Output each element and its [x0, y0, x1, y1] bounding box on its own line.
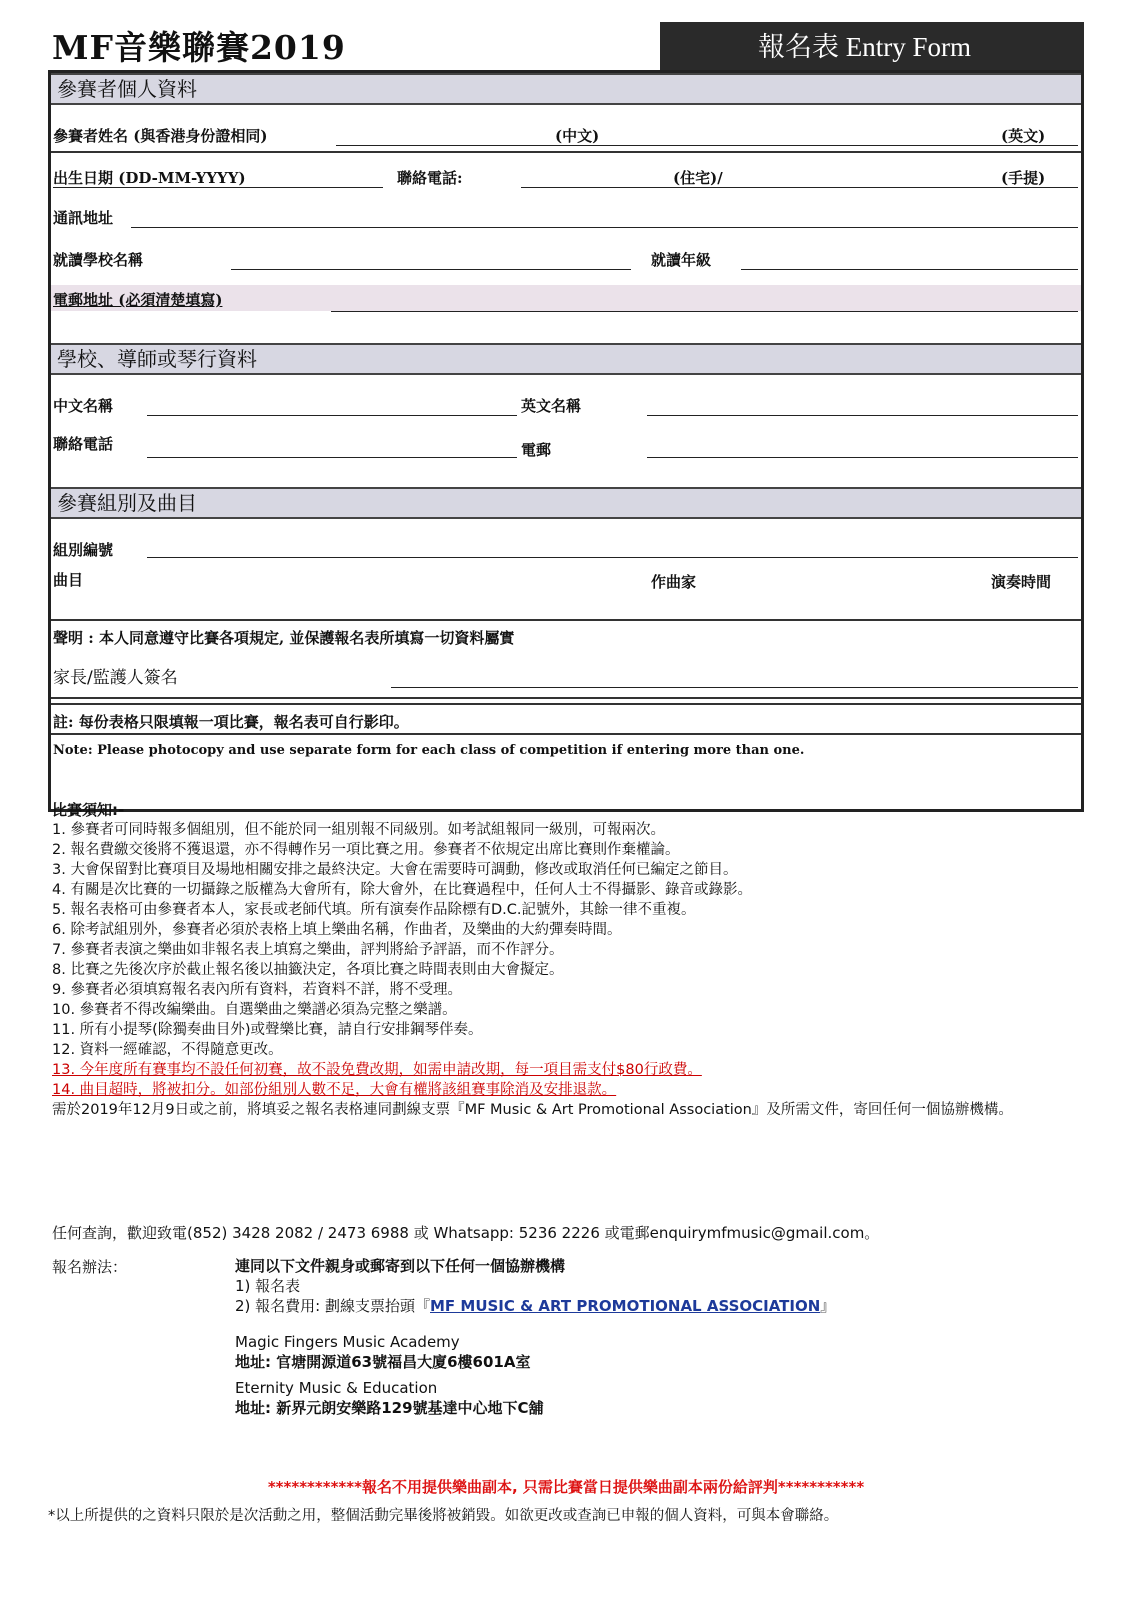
phone-label: 聯絡電話: — [397, 169, 463, 187]
rule-item: 11. 所有小提琴(除獨奏曲目外)或聲樂比賽，請自行安排鋼琴伴奏。 — [52, 1022, 483, 1038]
piece-label: 曲目 — [53, 571, 84, 589]
rule-item-important: 14. 曲目超時，將被扣分。如部份組別人數不足，大會有權將該組賽事除消及安排退款。 — [52, 1082, 617, 1098]
org1-name: Magic Fingers Music Academy — [235, 1333, 460, 1351]
item2-prefix: 2) 報名費用: 劃線支票抬頭『 — [235, 1297, 430, 1315]
org1-address: 地址: 官塘開源道63號福昌大廈6樓601A室 — [235, 1353, 531, 1371]
school-email-label: 電郵 — [521, 441, 552, 459]
section-participant-heading: 參賽者個人資料 — [51, 73, 1081, 105]
item2-suffix: 』 — [820, 1297, 836, 1315]
method-item — [235, 1296, 835, 1316]
school-label: 就讀學校名稱 — [53, 251, 144, 269]
school-phone-label: 聯絡電話 — [53, 435, 114, 453]
school-cn-name-field[interactable] — [147, 415, 517, 416]
section-class-heading: 參賽組別及曲目 — [51, 487, 1081, 519]
phone-mobile-label: (手提) — [1001, 169, 1046, 187]
rules-block — [52, 800, 1092, 1120]
rule-item: 2. 報名費繳交後將不獲退還，亦不得轉作另一項比賽之用。參賽者不依規定出席比賽則作棄權論。 — [52, 842, 680, 858]
name-field[interactable] — [336, 145, 1078, 146]
name-en-label: (英文) — [1001, 127, 1046, 145]
rule-item-important: 13. 今年度所有賽事均不設任何初賽，故不設免費改期，如需申請改期，每一項目需支付$80行政費。 — [52, 1062, 702, 1078]
email-field[interactable] — [331, 311, 1078, 312]
address-label: 通訊地址 — [53, 209, 114, 227]
composer-label: 作曲家 — [651, 573, 697, 591]
divider — [51, 703, 1081, 705]
rule-item: 1. 參賽者可同時報多個組別，但不能於同一組別報不同級別。如考試組報同一級別，可報兩次。 — [52, 822, 665, 838]
rules-heading: 比賽須知:- — [52, 801, 125, 819]
dob-field[interactable] — [53, 187, 383, 188]
deadline-text: 需於2019年12月9日或之前，將填妥之報名表格連同劃線支票『MF Music & Art Promotional Association』及所需文件，寄回任何一個協辦機構。 — [52, 1102, 1013, 1118]
divider — [51, 733, 1081, 735]
privacy-note: *以上所提供的之資料只限於是次活動之用，整個活動完畢後將被銷毀。如欲更改或查詢已申報的個人資料，可與本會聯絡。 — [48, 1508, 839, 1524]
divider — [51, 619, 1081, 621]
declaration-text: 聲明 : 本人同意遵守比賽各項規定, 並保護報名表所填寫一切資料屬實 — [53, 629, 515, 647]
grade-field[interactable] — [741, 269, 1078, 270]
grade-label: 就讀年級 — [651, 251, 712, 269]
section-school-heading: 學校、導師或琴行資料 — [51, 343, 1081, 375]
method-heading: 連同以下文件親身或郵寄到以下任何一個協辦機構 — [235, 1257, 566, 1275]
school-email-field[interactable] — [647, 457, 1078, 458]
rule-item: 8. 比賽之先後次序於截止報名後以抽籤決定，各項比賽之時間表則由大會擬定。 — [52, 962, 564, 978]
class-no-field[interactable] — [147, 557, 1078, 558]
rule-item: 3. 大會保留對比賽項目及場地相關安排之最終決定。大會在需要時可調動，修改或取消任何已編定之節目。 — [52, 862, 738, 878]
phone-field[interactable] — [521, 187, 1078, 188]
copy-note: ************報名不用提供樂曲副本, 只需比賽當日提供樂曲副本兩份給評判*********** — [267, 1478, 865, 1496]
method-label: 報名辦法： — [52, 1258, 128, 1276]
note-en: Note: Please photocopy and use separate form for each class of competition if entering more than one. — [53, 743, 805, 758]
school-cn-name-label: 中文名稱 — [53, 397, 114, 415]
signature-label: 家長/監護人簽名 — [53, 668, 178, 688]
form-title: 報名表 Entry Form — [660, 22, 1084, 72]
divider — [51, 697, 1081, 699]
rule-item: 5. 報名表格可由參賽者本人，家長或老師代填。所有演奏作品除標有D.C.記號外，其餘一律不重複。 — [52, 902, 696, 918]
school-en-name-field[interactable] — [647, 415, 1078, 416]
rule-item: 9. 參賽者必須填寫報名表內所有資料，若資料不詳，將不受理。 — [52, 982, 462, 998]
dob-label: 出生日期 (DD-MM-YYYY) — [53, 169, 246, 187]
note-cn: 註: 每份表格只限填報一項比賽，報名表可自行影印。 — [53, 713, 409, 731]
org2-address: 地址: 新界元朗安樂路129號基達中心地下C舖 — [235, 1399, 544, 1417]
rule-item: 12. 資料一經確認，不得隨意更改。 — [52, 1042, 283, 1058]
divider — [51, 151, 1081, 153]
email-label: 電郵地址 (必須清楚填寫) — [53, 291, 223, 309]
enquiry-text: 任何查詢，歡迎致電(852) 3428 2082 / 2473 6988 或 Whatsapp: 5236 2226 或電郵enquirymfmusic@gmail.com。 — [52, 1224, 880, 1242]
entry-form — [48, 70, 1084, 812]
rule-item: 6. 除考試組別外，參賽者必須於表格上填上樂曲名稱，作曲者，及樂曲的大約彈奏時間。 — [52, 922, 622, 938]
signature-field[interactable] — [391, 687, 1078, 688]
class-no-label: 組別編號 — [53, 541, 114, 559]
cheque-payee-link[interactable]: MF MUSIC & ART PROMOTIONAL ASSOCIATION — [430, 1297, 821, 1315]
method-item: 1) 報名表 — [235, 1277, 301, 1295]
page-title: MF音樂聯賽2019 — [52, 28, 346, 67]
school-field[interactable] — [231, 269, 631, 270]
duration-label: 演奏時間 — [991, 573, 1052, 591]
address-field[interactable] — [131, 227, 1078, 228]
org2-name: Eternity Music & Education — [235, 1379, 438, 1397]
school-en-name-label: 英文名稱 — [521, 397, 582, 415]
school-phone-field[interactable] — [147, 457, 517, 458]
rule-item: 10. 參賽者不得改編樂曲。自選樂曲之樂譜必須為完整之樂譜。 — [52, 1002, 457, 1018]
rule-item: 7. 參賽者表演之樂曲如非報名表上填寫之樂曲，評判將給予評語，而不作評分。 — [52, 942, 564, 958]
name-cn-label: (中文) — [555, 127, 600, 145]
name-label: 參賽者姓名 (與香港身份證相同) — [53, 127, 268, 145]
phone-home-label: (住宅)/ — [673, 169, 723, 187]
method-block — [235, 1256, 835, 1418]
rule-item: 4. 有關是次比賽的一切攝錄之版權為大會所有，除大會外，在比賽過程中，任何人士不得攝影、錄音或錄影。 — [52, 882, 752, 898]
